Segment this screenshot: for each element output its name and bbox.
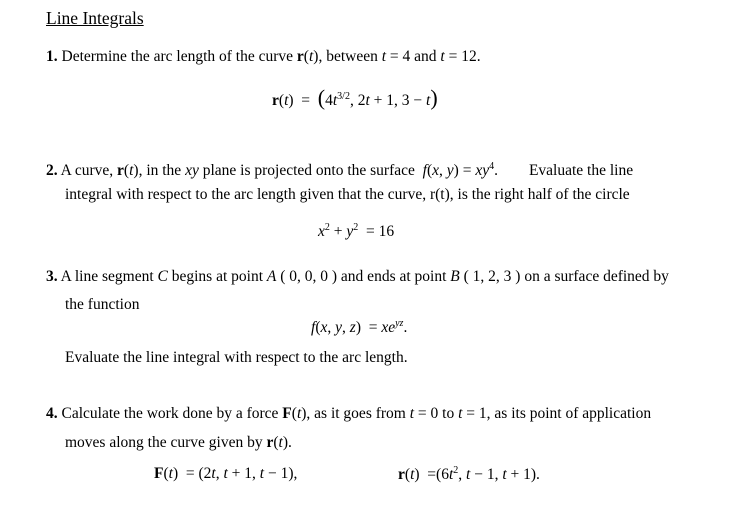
problem-4-equation-F: F(t) = (2t, t + 1, t − 1), [154, 465, 298, 482]
problem-3-line-3: Evaluate the line integral with respect to the arc length. [65, 349, 408, 366]
problem-2-number: 2. [46, 162, 58, 180]
problem-3-line-1: 3. A line segment C begins at point A ( 0, 0, 0 ) and ends at point B ( 1, 2, 3 ) on a surface defined by [46, 268, 669, 285]
problem-2-line-1: 2. A curve, r(t), in the xy plane is projected onto the surface f(x, $y) = xy^4$. Evaluate the line [46, 161, 634, 180]
page-title: Line Integrals [46, 8, 144, 28]
problem-3-number: 3. [46, 268, 58, 285]
problem-2-line-2: integral with respect to the arc length given that the curve, r(t), is the right half of the circle [65, 186, 630, 203]
problem-4-line-2: moves along the curve given by r(t). [65, 434, 292, 451]
problem-3-line-2: the function [65, 296, 140, 313]
problem-4-line-1: 4. Calculate the work done by a force F(t), as it goes from t = 0 to t = 1, as its point of application [46, 405, 652, 422]
problem-1-number: 1. [46, 48, 58, 65]
problem-3-equation: f(x, y, $z) = xe^{yz}$. [311, 318, 408, 337]
problem-4-number: 4. [46, 405, 58, 422]
problem-1-equation: $r(t) = (4t^{3/2}$, 2t + 1, 3 − t) [272, 85, 438, 110]
problem-4-equation-r: $r(t) =(6t^2$, t − 1, t + 1). [398, 465, 540, 484]
problem-2-equation: $x^2 + y^2 = 16$ [318, 222, 395, 241]
problem-1-text: 1. Determine the arc length of the curve r(t), between t = 4 and t = 12. [46, 48, 481, 65]
